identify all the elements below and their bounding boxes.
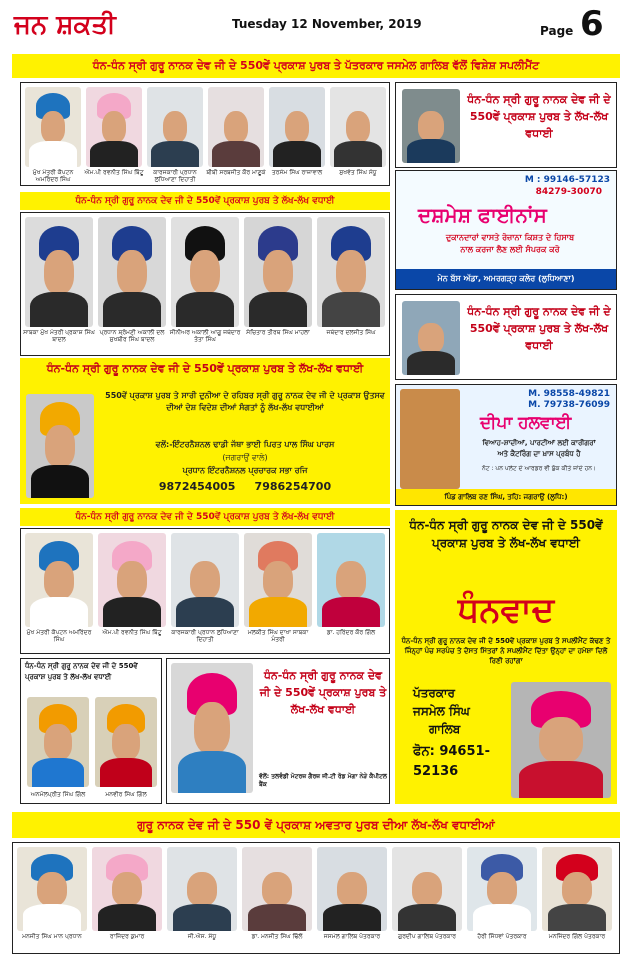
paras-ad-phones: 9872454005 7986254700 bbox=[158, 480, 332, 493]
row3-photo-2 bbox=[98, 533, 166, 627]
kid-caption-1: ਅਨਮੋਲਪ੍ਰੀਤ ਸਿੰਘ ਗਿੱਲ bbox=[30, 791, 86, 798]
row3-caption-3: ਕਾਰਜਕਾਰੀ ਪ੍ਰਧਾਨ ਲੁਧਿਆਣਾ ਦਿਹਾਤੀ bbox=[171, 629, 239, 643]
right-greeting-box-1 bbox=[395, 82, 617, 168]
sweets-phone-2: M. 79738-76099 bbox=[528, 400, 610, 410]
row1-caption-1: ਮੁੱਖ ਮੰਤਰੀ ਕੈਪਟਨ ਅਮਰਿੰਦਰ ਸਿੰਘ bbox=[32, 169, 74, 183]
row4-caption-1: ਮਨਜੀਤ ਸਿੰਘ ਮਾਨ ਪ੍ਰਧਾਨ bbox=[22, 933, 82, 940]
row3-photo-1 bbox=[25, 533, 93, 627]
sweets-line-3: ਨੋਟ : ਪਨ ਪਲੇਟ ਦੇ ਆਰਡਰ ਵੀ ਬੁੱਕ ਕੀਤੇ ਜਾਂਦੇ ਹਨ। bbox=[481, 465, 597, 472]
dhanwad-block bbox=[395, 510, 617, 804]
row2-caption-1: ਸਾਬਕਾ ਮੁੱਖ ਮੰਤਰੀ ਪ੍ਰਕਾਸ਼ ਸਿੰਘ ਬਾਦਲ bbox=[23, 329, 95, 343]
row3-photo-4 bbox=[244, 533, 312, 627]
greeting-portrait-2 bbox=[402, 301, 460, 375]
issue-date: Tuesday 12 November, 2019 bbox=[232, 17, 422, 31]
section-banner-3: ਧੰਨ-ਧੰਨ ਸ੍ਰੀ ਗੁਰੂ ਨਾਨਕ ਦੇਵ ਜੀ ਦੇ 550ਵੇਂ ਪ੍ਰਕਾਸ਼ ਪੁਰਬ ਤੇ ਲੱਖ-ਲੱਖ ਵਧਾਈ bbox=[20, 508, 390, 526]
row1-photo-5 bbox=[269, 87, 325, 167]
mid-greeting-box bbox=[166, 658, 390, 804]
reporter-name: ਜਸਮੇਲ ਸਿੰਘ bbox=[413, 704, 470, 718]
row4-caption-2: ਰਾਜਿੰਦਰ ਕੁਮਾਰ bbox=[109, 933, 145, 940]
paras-portrait bbox=[26, 394, 94, 498]
row3-caption-1: ਮੁੱਖ ਮੰਤਰੀ ਕੈਪਟਨ ਅਮਰਿੰਦਰ ਸਿੰਘ bbox=[26, 629, 92, 643]
row1-caption-6: ਸੁਖਵੰਤ ਸਿੰਘ ਸੰਧੂ bbox=[339, 169, 377, 176]
row2-caption-5: ਜਥੇਦਾਰ ਦਲਜੀਤ ਸਿੰਘ bbox=[326, 329, 376, 336]
finance-name: ਦਸ਼ਮੇਸ਼ ਫਾਈਨਾਂਸ bbox=[418, 203, 547, 227]
row1-photo-1 bbox=[25, 87, 81, 167]
row4-photo-panel bbox=[12, 842, 620, 954]
row4-caption-5: ਜਸਮੇਲ ਗਾਲਿਬ ਪੱਤਰਕਾਰ bbox=[323, 933, 381, 940]
row2-photo-4 bbox=[244, 217, 312, 327]
section-banner-1: ਧੰਨ-ਧੰਨ ਸ੍ਰੀ ਗੁਰੂ ਨਾਨਕ ਦੇਵ ਜੀ ਦੇ 550ਵੇਂ ਪ੍ਰਕਾਸ਼ ਪੁਰਬ ਤੇ ਲੱਖ-ਲੱਖ ਵਧਾਈ bbox=[20, 192, 390, 210]
reporter-portrait bbox=[511, 682, 611, 798]
row2-caption-3: ਸੀਨੀਅਰ ਅਕਾਲੀ ਆਗੂ ਜਥੇਦਾਰ ਤੋਤਾ ਸਿੰਘ bbox=[169, 329, 241, 343]
row3-caption-2: ਐਮ.ਪੀ ਰਵਨੀਤ ਸਿੰਘ ਬਿੱਟੂ bbox=[102, 629, 162, 636]
row4-photo-7 bbox=[467, 847, 537, 931]
sweets-line-2: ਅਤੇ ਕੈਟਰਿੰਗ ਦਾ ਖ਼ਾਸ ਪ੍ਰਬੰਧ ਹੈ bbox=[497, 450, 581, 458]
sweets-line-1: ਵਿਆਹ-ਸ਼ਾਦੀਆਂ, ਪਾਰਟੀਆਂ ਲਈ ਕਾਰੀਗਰਾਂ bbox=[482, 439, 596, 447]
row4-photo-6 bbox=[392, 847, 462, 931]
row4-photo-1 bbox=[17, 847, 87, 931]
row4-photo-5 bbox=[317, 847, 387, 931]
dhanwad-header: ਧੰਨ-ਧੰਨ ਸ੍ਰੀ ਗੁਰੂ ਨਾਨਕ ਦੇਵ ਜੀ ਦੇ 550ਵੇਂ ਪ੍ਰਕਾਸ਼ ਪੁਰਬ ਤੇ ਲੱਖ-ਲੱਖ ਵਧਾਈ bbox=[409, 518, 603, 550]
row3-photo-3 bbox=[171, 533, 239, 627]
row2-photo-panel bbox=[20, 212, 390, 356]
row4-caption-6: ਗੁਰਦੀਪ ਗਾਲਿਬ ਪੱਤਰਕਾਰ bbox=[398, 933, 456, 940]
page-label: Page bbox=[540, 24, 574, 38]
finance-line-2: ਨਾਲ ਕਰਜਾ ਲੈਣ ਲਈ ਸੰਪਰਕ ਕਰੋ bbox=[460, 245, 560, 254]
row1-photo-2 bbox=[86, 87, 142, 167]
row4-photo-4 bbox=[242, 847, 312, 931]
row3-caption-4: ਮਲਕੀਤ ਸਿੰਘ ਦਾਖਾ ਸਾਬਕਾ ਮੰਤਰੀ bbox=[247, 629, 309, 643]
row3-photo-5 bbox=[317, 533, 385, 627]
row4-caption-3: ਜੀ.ਐਸ. ਸੰਧੂ bbox=[187, 933, 217, 940]
row4-caption-4: ਡਾ. ਮਨਜੀਤ ਸਿੰਘ ਢਿੱਲੋਂ bbox=[251, 933, 303, 940]
row3-caption-5: ਡਾ. ਹਰਿੰਦਰ ਕੌਰ ਗਿੱਲ bbox=[326, 629, 376, 636]
sweets-ad bbox=[395, 384, 617, 506]
sweets-name: ਦੀਪਾ ਹਲਵਾਈ bbox=[480, 413, 572, 433]
finance-address: ਮੇਨ ਬੱਸ ਅੱਡਾ, ਅਮਰਗੜ੍ਹ ਕਲੇਰ (ਲੁਧਿਆਣਾ) bbox=[396, 269, 616, 289]
right-greeting-text-2: ਧੰਨ-ਧੰਨ ਸ੍ਰੀ ਗੁਰੂ ਨਾਨਕ ਦੇਵ ਜੀ ਦੇ 550ਵੇਂ ਪ੍ਰਕਾਸ਼ ਪੁਰਬ ਤੇ ਲੱਖ-ਲੱਖ ਵਧਾਈ bbox=[467, 305, 611, 352]
section-banner-2: ਧੰਨ-ਧੰਨ ਸ੍ਰੀ ਗੁਰੂ ਨਾਨਕ ਦੇਵ ਜੀ ਦੇ 550ਵੇਂ ਪ੍ਰਕਾਸ਼ ਪੁਰਬ ਤੇ ਲੱਖ-ਲੱਖ ਵਧਾਈ bbox=[46, 362, 364, 375]
finance-phone: M : 99146-57123 bbox=[524, 175, 610, 185]
kids-box bbox=[20, 658, 162, 804]
row4-photo-3 bbox=[167, 847, 237, 931]
finance-phone-2: 84279-30070 bbox=[535, 187, 602, 197]
reporter-phone: ਫੋਨ: 94651-52136 bbox=[413, 744, 490, 779]
row2-photo-1 bbox=[25, 217, 93, 327]
paras-ad-text: 550ਵੇਂ ਪ੍ਰਕਾਸ਼ ਪੁਰਬ ਤੇ ਸਾਰੀ ਦੁਨੀਆ ਦੇ ਰਹਿਬਰ ਸ੍ਰੀ ਗੁਰੂ ਨਾਨਕ ਦੇਵ ਜੀ ਦੇ ਪ੍ਰਕਾਸ਼ ਉਤਸਵ ਦੀਆਂ ਦੇਸ਼ ਵਿਦੇਸ਼ ਦੀਆਂ ਸੰਗਤਾਂ ਨੂੰ ਲੱਖ-ਲੱਖ ਵਧਾਈਆਂ bbox=[105, 391, 385, 412]
dhanwad-title: ਧੰਨਵਾਦ bbox=[457, 590, 555, 630]
mid-greeting-from: ਵੱਲੋਂ: ਤਲਵੰਡੀ ਮੋਟਰਜ਼ ਗੈਰਜ਼ ਜੀ.ਟੀ ਰੋਡ ਮੋਗਾ ਨੇੜੇ ਕੈਪੀਟਲ ਬੈਂਕ bbox=[259, 773, 387, 788]
right-greeting-text-1: ਧੰਨ-ਧੰਨ ਸ੍ਰੀ ਗੁਰੂ ਨਾਨਕ ਦੇਵ ਜੀ ਦੇ 550ਵੇਂ ਪ੍ਰਕਾਸ਼ ਪੁਰਬ ਤੇ ਲੱਖ-ਲੱਖ ਵਧਾਈ bbox=[467, 93, 611, 140]
kids-header: ਧੰਨ-ਧੰਨ ਸ੍ਰੀ ਗੁਰੂ ਨਾਨਕ ਦੇਵ ਜੀ ਦੇ 550ਵੇਂ ਪ੍ਰਕਾਸ਼ ਪੁਰਬ ਤੇ ਲੱਖ-ਲੱਖ ਵਧਾਈ bbox=[25, 662, 138, 681]
row4-photo-2 bbox=[92, 847, 162, 931]
row2-photo-3 bbox=[171, 217, 239, 327]
row2-photo-5 bbox=[317, 217, 385, 327]
page-number: 6 bbox=[580, 4, 604, 44]
row2-photo-2 bbox=[98, 217, 166, 327]
bottom-banner: ਗੁਰੂ ਨਾਨਕ ਦੇਵ ਜੀ ਦੇ 550 ਵੇਂ ਪ੍ਰਕਾਸ਼ ਅਵਤਾਰ ਪੁਰਬ ਦੀਆ ਲੱਖ-ਲੱਖ ਵਧਾਈਆਂ bbox=[12, 812, 620, 838]
row1-photo-3 bbox=[147, 87, 203, 167]
row4-caption-8: ਮਨਜਿੰਦਰ ਗਿੱਲ ਪੱਤਰਕਾਰ bbox=[548, 933, 606, 940]
row2-caption-4: ਸੰਚਿਤਾਰ ਤੀਰਥ ਸਿੰਘ ਮਾਹਲਾ bbox=[246, 329, 310, 336]
kid-caption-2: ਮਨਵੀਰ ਸਿੰਘ ਗਿੱਲ bbox=[105, 791, 147, 798]
sweets-address: ਪਿੰਡ ਗਾਲਿਬ ਰਣ ਸਿੰਘ, ਤਹਿ: ਜਗਰਾਉਂ (ਲੁਧਿ:) bbox=[396, 489, 616, 505]
row4-caption-7: ਹੈਰੀ ਸਿੱਧਵਾਂ ਪੱਤਰਕਾਰ bbox=[477, 933, 527, 940]
paras-ad-from: ਵਲੋਂ:-ਇੰਟਰਨੈਸ਼ਨਲ ਢਾਡੀ ਜੱਥਾ ਭਾਈ ਪਿਰਤ ਪਾਲ ਸਿੰਘ ਪਾਰਸ bbox=[155, 440, 335, 449]
newspaper-logo: ਜਨ ਸ਼ਕਤੀ bbox=[14, 10, 116, 40]
sweets-image bbox=[400, 389, 460, 489]
finance-line-1: ਦੁਕਾਨਦਾਰਾਂ ਵਾਸਤੇ ਰੋਜ਼ਾਨਾ ਕਿਸ਼ਤ ਦੇ ਹਿਸਾਬ bbox=[445, 233, 575, 242]
row4-photo-8 bbox=[542, 847, 612, 931]
sweets-phone-1: M. 98558-49821 bbox=[528, 389, 610, 399]
row1-photo-6 bbox=[330, 87, 386, 167]
row1-caption-4: ਬੀਬੀ ਸਰਬਜੀਤ ਕੌਰ ਮਾਣੂਕੇ bbox=[206, 169, 266, 176]
reporter-role: ਪੱਤਰਕਾਰ bbox=[413, 686, 455, 700]
dhanwad-body: ਧੰਨ-ਧੰਨ ਸ੍ਰੀ ਗੁਰੂ ਨਾਨਕ ਦੇਵ ਜੀ ਦੇ 550ਵੇਂ ਪ੍ਰਕਾਸ਼ ਪੁਰਬ ਤੇ ਸਪਲੀਮੈਂਟ ਕੱਢਣ ਤੇ ਜਿੰਨ੍ਹਾਂ ਪੰਚ ਸਰਪੰਚ ਤੇ ਦੋਸਤ ਮਿੱਤਰਾਂ ਨੇ ਸਪਲੀਮੈਂਟ ਦਿੱਤਾ ਉਨ੍ਹਾਂ ਦਾ ਹਮੇਸ਼ਾ ਦਿਲੋਂ ਰਿਣੀ ਰਹਾਂਗਾ bbox=[401, 637, 611, 665]
masthead bbox=[0, 0, 632, 52]
reporter-surname: ਗਾਲਿਬ bbox=[429, 722, 461, 736]
row1-photo-panel bbox=[20, 82, 390, 186]
kid-photo-1 bbox=[27, 697, 89, 787]
row1-caption-2: ਐਮ.ਪੀ ਰਵਨੀਤ ਸਿੰਘ ਬਿੱਟੂ bbox=[84, 169, 144, 176]
row1-photo-4 bbox=[208, 87, 264, 167]
row2-caption-2: ਪ੍ਰਧਾਨ ਸ਼੍ਰੋਮਣੀ ਅਕਾਲੀ ਦਲ ਸੁਖਬੀਰ ਸਿੰਘ ਬਾਦਲ bbox=[99, 329, 165, 343]
top-banner: ਧੰਨ-ਧੰਨ ਸ੍ਰੀ ਗੁਰੂ ਨਾਨਕ ਦੇਵ ਜੀ ਦੇ 550ਵੇਂ ਪ੍ਰਕਾਸ਼ ਪੁਰਬ ਤੇ ਪੱਤਰਕਾਰ ਜਸਮੇਲ ਗਾਲਿਬ ਵੱਲੋਂ ਵਿਸ਼ੇਸ਼ ਸਪਲੀਮੈਂਟ bbox=[12, 54, 620, 78]
paras-ad-block bbox=[20, 358, 390, 504]
right-greeting-box-2 bbox=[395, 294, 617, 380]
mid-greeting-portrait bbox=[171, 663, 253, 793]
finance-ad bbox=[395, 170, 617, 290]
row1-caption-3: ਕਾਰਜਕਾਰੀ ਪ੍ਰਧਾਨ ਲੁਧਿਆਣਾ ਦਿਹਾਤੀ bbox=[153, 169, 197, 183]
row3-photo-panel bbox=[20, 528, 390, 654]
paras-ad-place: (ਜਗਰਾਉਂ ਵਾਲੇ) bbox=[222, 453, 268, 462]
kid-photo-2 bbox=[95, 697, 157, 787]
mid-greeting-text: ਧੰਨ-ਧੰਨ ਸ੍ਰੀ ਗੁਰੂ ਨਾਨਕ ਦੇਵ ਜੀ ਦੇ 550ਵੇਂ ਪ੍ਰਕਾਸ਼ ਪੁਰਬ ਤੇ ਲੱਖ-ਲੱਖ ਵਧਾਈ bbox=[259, 669, 387, 716]
paras-ad-title: ਪ੍ਰਧਾਨ ਇੰਟਰਨੈਸ਼ਨਲ ਪ੍ਰਚਾਰਕ ਸਭਾ ਰਜਿ bbox=[182, 466, 308, 475]
row1-caption-5: ਤਰਸੇਮ ਸਿੰਘ ਰਾਜ਼ਾਵਾਲ bbox=[271, 169, 323, 176]
greeting-portrait bbox=[402, 89, 460, 163]
